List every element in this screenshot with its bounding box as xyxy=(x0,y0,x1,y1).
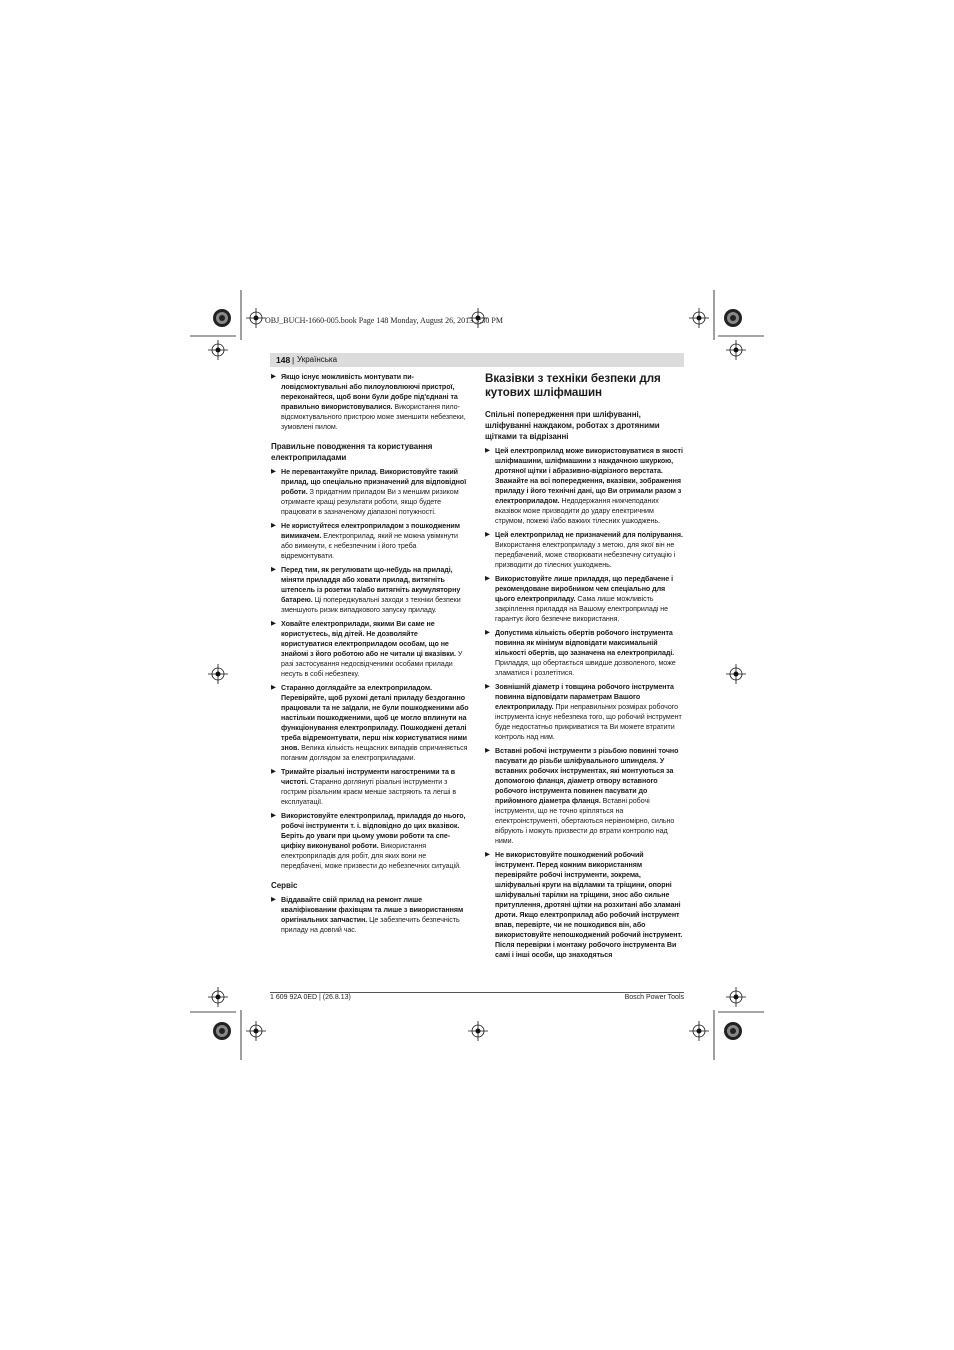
page-number: 148 xyxy=(276,355,291,365)
item-text: Це забезпечить безпечність приладу на довгий час. xyxy=(281,916,460,934)
color-target xyxy=(219,315,225,321)
list-item xyxy=(271,811,469,871)
item-text: При неправильних розмірах робочого інструмента існує небезпека того, що робочий інструмент буде недостатньо прикриватися та Ви можете втратити контроль над ним. xyxy=(495,703,682,741)
item-text: Використання пило-відсмоктувального пристрою може зменшити небезпеки, зумовлені пилом. xyxy=(281,403,466,431)
footer-brand: Bosch Power Tools xyxy=(624,994,684,1001)
color-target xyxy=(219,1028,225,1034)
section-heading-service: Сервіс xyxy=(271,881,298,890)
left-intro-list xyxy=(271,372,469,432)
list-item xyxy=(271,895,469,935)
service-list xyxy=(271,895,469,935)
color-target xyxy=(730,1028,736,1034)
list-item xyxy=(485,682,684,742)
bullet-arrow-icon: ▶ xyxy=(271,620,276,627)
item-text: Велика кількість нещасних випадків спричиняється поганим доглядом за електроприладами. xyxy=(281,744,468,762)
item-bold-text: Віддавайте свій прилад на ремонт лише кваліфікованим фахівцям та лише з використанням оригінальних запчастин. xyxy=(281,896,464,924)
section-subtitle-common-warnings: Спільні попередження при шліфуванні, шліфуванні наждаком, роботах з дротяними щітками та відрізанні xyxy=(485,410,660,441)
bullet-arrow-icon: ▶ xyxy=(485,531,490,538)
item-bold-text: Ховайте електроприлади, якими Ви саме не користуєтесь, від дітей. Не дозволяйте користуватися електроприладом особам, що не знайомі з його роботою або не читали ці вказівки. xyxy=(281,620,456,658)
item-text: Приладдя, що обертається швидше дозволеного, може зламатися і розлетітися. xyxy=(495,659,676,677)
item-text: Недодержання нижчеподаних вказівок може призводити до удару електричним струмом, пожежі і/або важких тілесних ушкоджень. xyxy=(495,497,660,525)
item-bold-text: Використовуйте лише приладдя, що передбачене і рекомендоване виробником чем спеціально для цього електроприладу. xyxy=(495,575,674,603)
item-text: Ці попереджувальні заходи з техніки безпеки зменшують ризик випадкового запуску приладу. xyxy=(281,596,461,614)
list-item xyxy=(271,619,469,679)
item-text: З придатним приладом Ви з меншим ризиком отримаєте кращі результати роботи, якщо будете працювати в зазначеному діапазоні потужності. xyxy=(281,488,459,516)
item-text: Використання електроприладу з метою, для якої він не передбачений, може створювати небезпечну ситуацію і призводити до тілесних ушкоджень. xyxy=(495,541,676,569)
bullet-arrow-icon: ▶ xyxy=(485,629,490,636)
list-item xyxy=(485,746,684,846)
list-item xyxy=(485,628,684,678)
section-heading-handling: Правильне поводження та користування електроприладами xyxy=(271,442,433,462)
list-item xyxy=(271,467,469,517)
page-header xyxy=(270,353,684,367)
bullet-arrow-icon: ▶ xyxy=(485,683,490,690)
item-text: Використання електроприладів для робіт, для яких вони не передбачені, може призвести до небезпечних ситуацій. xyxy=(281,842,461,870)
list-item xyxy=(485,446,684,526)
warnings-list xyxy=(485,446,684,960)
item-text: Вставні робочі інструменти, що не точно кріпляться на електроінструменті, обертаються нерівномірно, сильно вібрують і можуть призвести до втрати контролю над ними. xyxy=(495,797,675,845)
handling-list xyxy=(271,467,469,871)
bullet-arrow-icon: ▶ xyxy=(271,812,276,819)
bullet-arrow-icon: ▶ xyxy=(485,747,490,754)
header-separator: | xyxy=(292,355,295,365)
item-bold-text: Вставні робочі інструменти з різьбою повинні точно пасувати до різьби шліфувального шпинделя. У вставних робочих інструментах, які монтуються за допомогою фланця, діаметр отвору вставного робочого інструмента повинен пасувати до прийомного діаметра фланця. xyxy=(495,747,679,805)
item-text: У разі застосування недосвідченими особами прилади несуть в собі небезпеку. xyxy=(281,650,463,678)
section-title-angle-grinders: Вказівки з техніки безпеки для кутових шліфмашин xyxy=(485,372,661,399)
item-bold-text: Тримайте різальні інструменти нагостреними та в чистоті. xyxy=(281,768,456,786)
item-bold-text: Перед тим, як регулювати що-небудь на приладі, міняти приладдя або ховати прилад, витягніть штепсель із розетки та/або витягніть акумуляторну батарею. xyxy=(281,566,461,604)
item-bold-text: Зовнішній діаметр і товщина робочого інструмента повинна відповідати параметрам Вашого електроприладу. xyxy=(495,683,674,711)
item-bold-text: Використовуйте електроприлад, приладдя до нього, робочі інструменти т. і. відповідно до цих вказівок. Беріть до уваги при цьому умови роботи та спе-цифіку виконуваної роботи. xyxy=(281,812,466,850)
bullet-arrow-icon: ▶ xyxy=(271,373,276,380)
item-bold-text: Не перевантажуйте прилад. Використовуйте такий прилад, що спеціально призначений для відповідної роботи. xyxy=(281,468,467,496)
footer-doc-number: 1 609 92A 0ED | (26.8.13) xyxy=(270,994,351,1001)
list-item xyxy=(271,521,469,561)
item-text: Старанно доглянуті різальні інструменти з гострим різальним краєм менше застряють та легші в експлуатації. xyxy=(281,778,457,806)
item-text: Електроприлад, який не можна увімкнути або вимкнути, є небезпечним і його треба відремонтувати. xyxy=(281,532,458,560)
bullet-arrow-icon: ▶ xyxy=(271,566,276,573)
print-slug: OBJ_BUCH-1660-005.book Page 148 Monday, August 26, 2013 3:30 PM xyxy=(265,316,503,325)
bullet-arrow-icon: ▶ xyxy=(271,768,276,775)
item-bold-text: Цей електроприлад може використовуватися в якості шліфмашини, шліфмашини з наждачною шкуркою, дротяної щітки і абразивно-відрізного верстата. Зважайте на всі попередження, вказівки, зображення приладу і його технічні дані, що Ви отримали разом з електроприладом. xyxy=(495,447,683,505)
header-language: Українська xyxy=(297,355,338,364)
footer-rule xyxy=(270,992,684,993)
list-item xyxy=(485,574,684,624)
list-item xyxy=(271,565,469,615)
item-bold-text: Не користуйтеся електроприладом з пошкодженим вимикачем. xyxy=(281,522,460,540)
list-item xyxy=(271,683,469,763)
bullet-arrow-icon: ▶ xyxy=(271,896,276,903)
list-item xyxy=(485,850,684,960)
left-column xyxy=(271,372,469,939)
item-bold-text: Допустима кількість обертів робочого інструмента повинна як мінімум відповідати максимальній кількості обертів, що зазначена на електроприладі. xyxy=(495,629,675,657)
item-text: Сама лише можливість закріплення приладдя на Вашому електроприладі не гарантує його безпечне використання. xyxy=(495,595,669,623)
list-item xyxy=(271,372,469,432)
right-column xyxy=(485,372,684,964)
color-target xyxy=(730,315,736,321)
item-bold-text: Якщо існує можливість монтувати пи-ловідсмоктувальні або пилоуловлюючі пристрої, переконайтеся, щоб вони були добре під'єднані та правильно використовувалися. xyxy=(281,373,458,411)
bullet-arrow-icon: ▶ xyxy=(485,851,490,858)
bullet-arrow-icon: ▶ xyxy=(485,575,490,582)
bullet-arrow-icon: ▶ xyxy=(271,468,276,475)
bullet-arrow-icon: ▶ xyxy=(271,684,276,691)
bullet-arrow-icon: ▶ xyxy=(485,447,490,454)
item-bold-text: Цей електроприлад не призначений для полірування. xyxy=(495,531,683,539)
bullet-arrow-icon: ▶ xyxy=(271,522,276,529)
list-item xyxy=(271,767,469,807)
item-bold-text: Не використовуйте пошкоджений робочий інструмент. Перед кожним використанням перевіряйте робочі інструменти, зокрема, шліфувальні круги на відламки та тріщини, опорні шліфувальні тарілки на тріщини, знос або сильне притуплення, дротяні щітки на розхитані або зламані дроти. Якщо електроприлад або робочий інструмент впав, перевірте, чи не пошкодився він, або використовуйте непошкоджений робочий інструмент. Після перевірки і монтажу робочого інструмента Ви самі і інші особи, що знаходяться xyxy=(495,851,683,959)
item-bold-text: Старанно доглядайте за електроприладом. Перевіряйте, щоб рухомі деталі приладу бездоганно працювали та не заїдали, не були пошкодженими або настільки пошкодженими, щоб це могло вплинути на функціонування електроприладу. Пошкоджені деталі треба відремонтувати, перш ніж користуватися ними знов. xyxy=(281,684,469,752)
list-item xyxy=(485,530,684,570)
